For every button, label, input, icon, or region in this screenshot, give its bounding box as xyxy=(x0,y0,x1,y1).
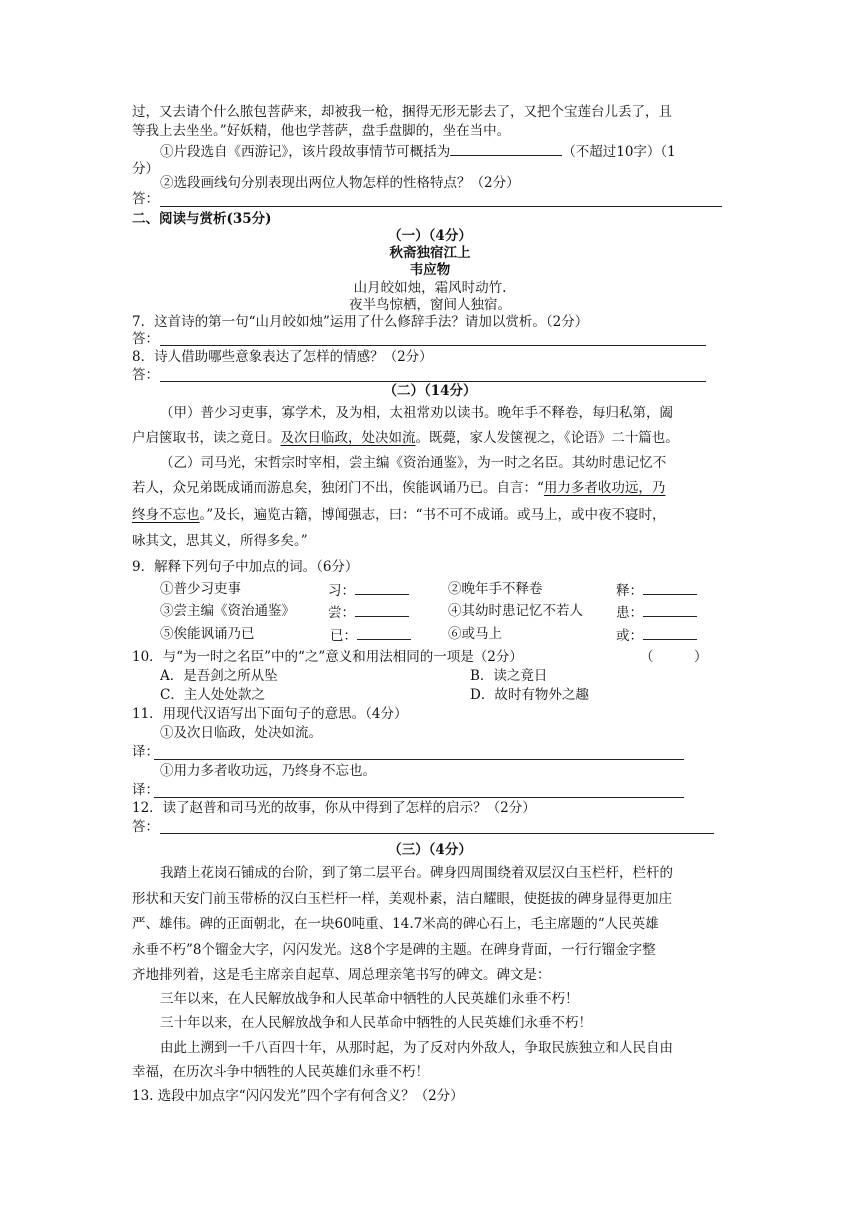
answer-label: 答： xyxy=(132,367,159,383)
passage-line: （乙）司马光，宋哲宗时宰相，尝主编《资治通鉴》，为一时之名臣。其幼时患记忆不 xyxy=(160,455,667,471)
q9-item-text: ③尝主编《资治通鉴》 xyxy=(160,603,295,619)
passage-line xyxy=(132,506,666,524)
poem-line: 夜半鸟惊栖，窗间人独宿。 xyxy=(349,297,511,313)
q9-item-text: ⑥或马上 xyxy=(448,626,502,642)
q9-item-text: ①普少习吏事 xyxy=(160,581,241,597)
q9-item-text: ④其幼时患记忆不若人 xyxy=(448,603,583,619)
question-line: 9．解释下列句子中加点的词。（6分） xyxy=(132,559,359,575)
question-line: ②选段画线句分别表现出两位人物怎样的性格特点？（2分） xyxy=(160,175,520,191)
part-heading: （二）（14分） xyxy=(383,383,477,399)
q9-key-label: 习： xyxy=(328,583,355,599)
poem-line: 山月皎如烛，霜风时动竹. xyxy=(353,280,507,296)
question-line: 7．这首诗的第一句“山月皎如烛”运用了什么修辞手法？请加以赏析。（2分） xyxy=(132,314,589,330)
passage-line: （甲）普少习吏事，寡学术，及为相，太祖常劝以读书。晚年手不释卷，每归私第，阖 xyxy=(160,405,673,421)
answer-label: 答： xyxy=(132,191,159,207)
q9-item-text: ⑤俟能讽诵乃已 xyxy=(160,626,255,642)
q9-item-text: ②晚年手不释卷 xyxy=(448,581,543,597)
question-line: 分） xyxy=(132,161,159,177)
underlined-sentence: 用力多者收功远，乃 xyxy=(543,480,666,496)
passage-text: 。”及长，遍览古籍，博闻强志，曰：“书不可不成诵。或马上，或中夜不寝时， xyxy=(199,507,666,523)
option-d[interactable]: D．故时有物外之趣 xyxy=(470,687,589,703)
sentence-to-translate: ①及次日临政，处决如流。 xyxy=(160,725,322,741)
option-c[interactable]: C．主人处处款之 xyxy=(160,687,265,703)
poem-title: 秋斋独宿江上 xyxy=(389,245,471,261)
question-text: （不超过10字）（1 xyxy=(562,144,676,160)
part-heading: （三）（4分） xyxy=(388,842,472,858)
question-line: 10．与“为一时之名臣”中的“之”意义和用法相同的一项是（2分） xyxy=(132,649,523,665)
passage-text: 。既薨，家人发箧视之，《论语》二十篇也。 xyxy=(415,430,679,446)
passage-text: 若人，众兄弟既成诵而游息矣，独闭门不出，俟能讽诵乃已。自言：“ xyxy=(132,480,544,496)
question-line: 12．读了赵普和司马光的故事，你从中得到了怎样的启示？（2分） xyxy=(132,800,536,816)
q9-item-key xyxy=(616,625,697,645)
answer-line[interactable] xyxy=(160,345,706,346)
question-line: 8．诗人借助哪些意象表达了怎样的情感？（2分） xyxy=(132,349,433,365)
q9-key-label: 或： xyxy=(616,628,643,644)
option-a[interactable]: A．是吾剑之所从坠 xyxy=(160,668,278,684)
answer-blank[interactable] xyxy=(355,580,409,595)
passage-line: 等我上去坐坐。”好妖精，他也学菩萨，盘手盘脚的，坐在当中。 xyxy=(132,123,511,139)
sentence-to-translate: ①用力多者收功远，乃终身不忘也。 xyxy=(160,763,376,779)
answer-line[interactable] xyxy=(154,797,684,798)
answer-blank[interactable] xyxy=(450,141,562,156)
q9-key-label: 患： xyxy=(616,605,643,621)
passage-line: 三年以来，在人民解放战争和人民革命中牺牲的人民英雄们永垂不朽！ xyxy=(160,991,579,1007)
question-line xyxy=(160,141,676,161)
answer-line[interactable] xyxy=(154,759,684,760)
q9-item-key xyxy=(616,602,697,622)
poem-author: 韦应物 xyxy=(409,262,451,278)
q9-item-key xyxy=(328,580,409,600)
question-text: ①片段选自《西游记》，该片段故事情节可概括为 xyxy=(160,144,451,160)
question-line: 11．用现代汉语写出下面句子的意思。（4分） xyxy=(132,706,408,722)
q9-key-label: 尝： xyxy=(328,605,355,621)
answer-blank[interactable] xyxy=(643,625,697,640)
underlined-sentence: 及次日临政，处决如流 xyxy=(280,430,416,446)
passage-line xyxy=(132,429,679,447)
passage-line: 幸福，在历次斗争中牺牲的人民英雄们永垂不朽！ xyxy=(132,1064,429,1080)
passage-line: 齐地排列着，这是毛主席亲自起草、周总理亲笔书写的碑文。碑文是： xyxy=(132,967,551,983)
answer-blank[interactable] xyxy=(643,580,697,595)
passage-line xyxy=(132,479,665,497)
passage-line: 我踏上花岗石铺成的台阶，到了第二层平台。碑身四周围绕着双层汉白玉栏杆，栏杆的 xyxy=(160,865,673,881)
passage-line: 形状和天安门前玉带桥的汉白玉栏杆一样，美观朴素，洁白耀眼，使挺拔的碑身显得更加庄 xyxy=(132,891,672,907)
part-heading: （一）（4分） xyxy=(388,228,472,244)
translate-label: 译： xyxy=(132,744,159,760)
passage-line: 三十年以来，在人民解放战争和人民革命中牺牲的人民英雄们永垂不朽！ xyxy=(160,1015,592,1031)
q9-item-key xyxy=(330,625,411,645)
passage-line: 由此上溯到一千八百四十年，从那时起，为了反对内外敌人，争取民族独立和人民自由 xyxy=(160,1040,673,1056)
answer-blank[interactable] xyxy=(357,625,411,640)
answer-line[interactable] xyxy=(160,833,714,834)
answer-blank[interactable] xyxy=(355,602,409,617)
q9-item-key xyxy=(616,580,697,600)
passage-line: 永垂不朽”8个镏金大字，闪闪发光。这8个字是碑的主题。在碑身背面，一行行镏金字整 xyxy=(132,942,656,958)
answer-line[interactable] xyxy=(160,206,722,207)
passage-line: 严、雄伟。碑的正面朝北，在一块60吨重、14.7米高的碑心石上，毛主席题的“人民英雄 xyxy=(132,916,659,932)
underlined-sentence: 终身不忘也 xyxy=(132,507,200,523)
section-heading: 二、阅读与赏析(35分) xyxy=(132,211,272,227)
passage-line: 过，又去请个什么脓包菩萨来，却被我一枪，捆得无形无影去了，又把个宝莲台儿丢了，且 xyxy=(132,104,672,120)
answer-label: 答： xyxy=(132,819,159,835)
q9-key-label: 释： xyxy=(616,583,643,599)
answer-label: 答： xyxy=(132,331,159,347)
answer-paren[interactable]: （ ） xyxy=(640,649,708,665)
q9-item-key xyxy=(328,602,409,622)
option-b[interactable]: B．读之竟日 xyxy=(470,668,548,684)
question-line: 13. 选段中加点字“闪闪发光”四个字有何含义？（2分） xyxy=(132,1088,464,1104)
q9-key-label: 已： xyxy=(330,628,357,644)
answer-blank[interactable] xyxy=(643,602,697,617)
passage-line: 咏其文，思其义，所得多矣。” xyxy=(132,533,308,549)
passage-text: 户启箧取书，读之竟日。 xyxy=(132,430,281,446)
translate-label: 译： xyxy=(132,782,159,798)
